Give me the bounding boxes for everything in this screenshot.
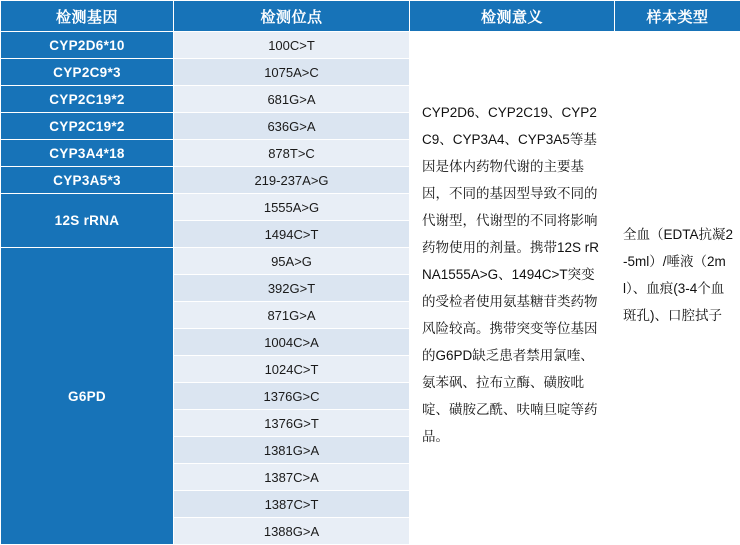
site-cell: 100C>T — [174, 32, 410, 59]
gene-name-cell: CYP3A4*18 — [1, 140, 174, 167]
site-cell: 1494C>T — [174, 221, 410, 248]
column-header-site: 检测位点 — [174, 1, 410, 32]
gene-name-cell: CYP3A5*3 — [1, 167, 174, 194]
site-cell: 1555A>G — [174, 194, 410, 221]
table-body — [1, 32, 740, 545]
sample-type-text: 全血（EDTA抗凝2-5ml）/唾液（2ml）、血痕(3-4个血斑孔)、口腔拭子 — [623, 221, 734, 329]
site-cell: 95A>G — [174, 248, 410, 275]
table-row — [1, 32, 740, 59]
gene-name-cell: CYP2C19*2 — [1, 113, 174, 140]
site-cell: 1075A>C — [174, 59, 410, 86]
gene-name-cell: 12S rRNA — [1, 194, 174, 248]
column-header-gene: 检测基因 — [1, 1, 174, 32]
meaning-cell — [410, 32, 615, 518]
site-cell: 1376G>C — [174, 383, 410, 410]
column-header-sample: 样本类型 — [615, 1, 740, 32]
site-cell: 871G>A — [174, 302, 410, 329]
site-cell: 219-237A>G — [174, 167, 410, 194]
site-cell: 1387C>T — [174, 491, 410, 518]
site-cell: 1004C>A — [174, 329, 410, 356]
site-cell: 1024C>T — [174, 356, 410, 383]
column-header-meaning: 检测意义 — [410, 1, 615, 32]
table-header-row — [1, 1, 740, 32]
site-cell: 681G>A — [174, 86, 410, 113]
table-header — [1, 1, 740, 32]
gene-name-cell: G6PD — [1, 248, 174, 545]
site-cell: 1376G>T — [174, 410, 410, 437]
site-cell: 1387C>A — [174, 464, 410, 491]
gene-name-cell: CYP2C9*3 — [1, 59, 174, 86]
site-cell: 1388G>A — [174, 518, 410, 545]
sample-type-cell — [615, 32, 740, 518]
site-cell: 878T>C — [174, 140, 410, 167]
gene-name-cell: CYP2C19*2 — [1, 86, 174, 113]
site-cell: 392G>T — [174, 275, 410, 302]
gene-name-cell: CYP2D6*10 — [1, 32, 174, 59]
site-cell: 1381G>A — [174, 437, 410, 464]
site-cell: 636G>A — [174, 113, 410, 140]
meaning-text: CYP2D6、CYP2C19、CYP2C9、CYP3A4、CYP3A5等基因是体内药物代谢的主要基因，不同的基因型导致不同的代谢型，代谢型的不同将影响药物使用的剂量。携带12S rRNA1555A>G、1494C>T突变的受检者使用氨基糖苷类药物风险较高。携带突变等位基因的G6PD缺乏患者禁用氯喹、氨苯砜、拉布立酶、磺胺吡啶、磺胺乙酰、呋喃旦啶等药品。 — [422, 99, 604, 450]
